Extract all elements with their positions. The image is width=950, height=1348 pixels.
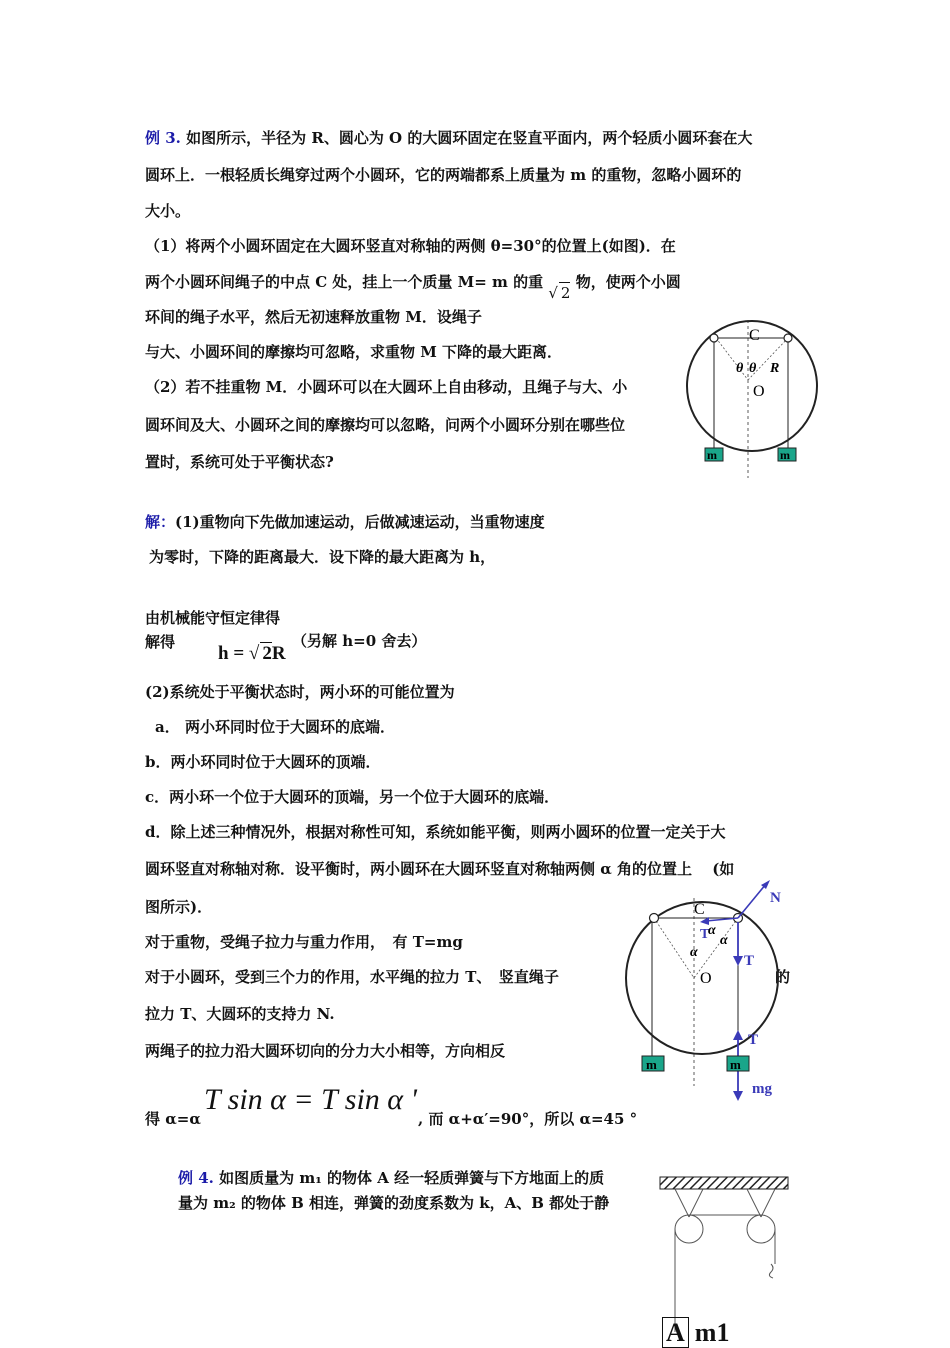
label-theta-right: θ: [749, 361, 757, 376]
solution-line4: 解得: [145, 633, 176, 651]
question1-line2: 两个小圆环间绳子的中点 C 处，挂上一个质量 M= m 的重 √ 2 物，使两个小圆: [145, 273, 681, 302]
case-d-line3: 图所示)．: [145, 898, 213, 916]
label-theta-left: θ: [736, 361, 744, 376]
case-b: b．两小环同时位于大圆环的顶端．: [145, 753, 381, 771]
mass-label-left: m: [646, 1057, 657, 1072]
force-label-T-horizontal: T: [700, 927, 710, 942]
final-result-suffix: , 而 α+α′=90°，所以 α=45 °: [418, 1110, 638, 1128]
figure-ring-theta: [686, 318, 826, 480]
example4-line2: 量为 m₂ 的物体 B 相连，弹簧的劲度系数为 k，A、B 都处于静: [178, 1194, 610, 1212]
case-d-line2: 圆环竖直对称轴对称．设平衡时，两小圆环在大圆环竖直对称轴两侧 α 角的位置上 (如: [145, 860, 735, 878]
case-a: a． 两小环同时位于大圆环的底端．: [155, 718, 395, 736]
example4-label: 例 4.: [178, 1169, 214, 1187]
tension-equation: T sin α = T sin α ': [204, 1083, 417, 1116]
tangent-components-line: 两绳子的拉力沿大圆环切向的分力大小相等，方向相反: [145, 1042, 506, 1060]
force-label-T-down: T: [744, 953, 755, 969]
label-O: O: [700, 970, 712, 987]
mass-label-left: m: [707, 448, 717, 462]
ring-forces-line2: 拉力 T、大圆环的支持力 N.: [145, 1005, 335, 1023]
question1-line1: （1）将两个小圆环固定在大圆环竖直对称轴的两侧 θ=30°的位置上(如图)．在: [145, 237, 676, 255]
solution-line1: 解：(1)重物向下先做加速运动，后做减速运动，当重物速度: [145, 513, 545, 531]
case-c: c．两小环一个位于大圆环的顶端，另一个位于大圆环的底端．: [145, 788, 560, 806]
label-O: O: [753, 383, 765, 400]
final-result-prefix: 得 α=α: [145, 1110, 201, 1128]
example3-label: 例 3.: [145, 129, 181, 147]
weight-equation: 对于重物，受绳子拉力与重力作用， 有 T=mg: [145, 933, 463, 951]
label-alpha-top: α: [708, 923, 716, 938]
h-formula: h = √ 2R: [218, 643, 286, 664]
label-R: R: [770, 361, 780, 376]
question1-line3: 环间的绳子水平，然后无初速释放重物 M．设绳子: [145, 308, 482, 326]
question2-line3: 置时，系统可处于平衡状态?: [145, 453, 334, 471]
ring-forces-line1: 对于小圆环，受到三个力的作用，水平绳的拉力 T、 竖直绳子: [145, 968, 559, 986]
question2-line2: 圆环间及大、小圆环之间的摩擦均可以忽略，问两个小圆环分别在哪些位: [145, 416, 626, 434]
label-alpha-center: α: [690, 945, 698, 960]
alternate-solution-note: （另解 h=0 舍去）: [292, 632, 427, 650]
case-d-line1: d．除上述三种情况外，根据对称性可知，系统如能平衡，则两小圆环的位置一定关于大: [145, 823, 726, 841]
solution-line2: 为零时，下降的距离最大．设下降的最大距离为 h，: [149, 548, 496, 566]
solution-line3: 由机械能守恒定律得: [145, 609, 281, 627]
label-C: C: [694, 901, 705, 918]
force-label-mg: mg: [752, 1081, 772, 1097]
example4-line1: 例 4. 如图质量为 m₁ 的物体 A 经一轻质弹簧与下方地面上的质: [178, 1169, 605, 1187]
figure-ring-alpha: [620, 876, 791, 1112]
example3-line1: 例 3. 如图所示，半径为 R、圆心为 O 的大圆环固定在竖直平面内，两个轻质小圆环套在大: [145, 129, 753, 147]
force-label-T-up: T: [748, 1032, 759, 1048]
label-C: C: [749, 327, 760, 344]
mass-label-right: m: [780, 448, 790, 462]
example3-line2: 圆环上．一根轻质长绳穿过两个小圆环，它的两端都系上质量为 m 的重物，忽略小圆环的: [145, 166, 742, 184]
block-A-label: A m1: [662, 1318, 729, 1348]
force-label-N: N: [770, 890, 781, 906]
mass-label-right: m: [730, 1057, 741, 1072]
solution-label: 解：: [145, 513, 176, 531]
ring-forces-line1-end: 的: [775, 968, 791, 986]
part2-intro: (2)系统处于平衡状态时，两小环的可能位置为: [145, 683, 455, 701]
example3-line3: 大小。: [145, 202, 191, 220]
question2-line1: （2）若不挂重物 M．小圆环可以在大圆环上自由移动，且绳子与大、小: [145, 378, 628, 396]
sqrt-2-inline: √ 2: [548, 284, 571, 302]
question1-line4: 与大、小圆环间的摩擦均可忽略，求重物 M 下降的最大距离．: [145, 343, 563, 361]
label-alpha-right: α: [720, 933, 728, 948]
